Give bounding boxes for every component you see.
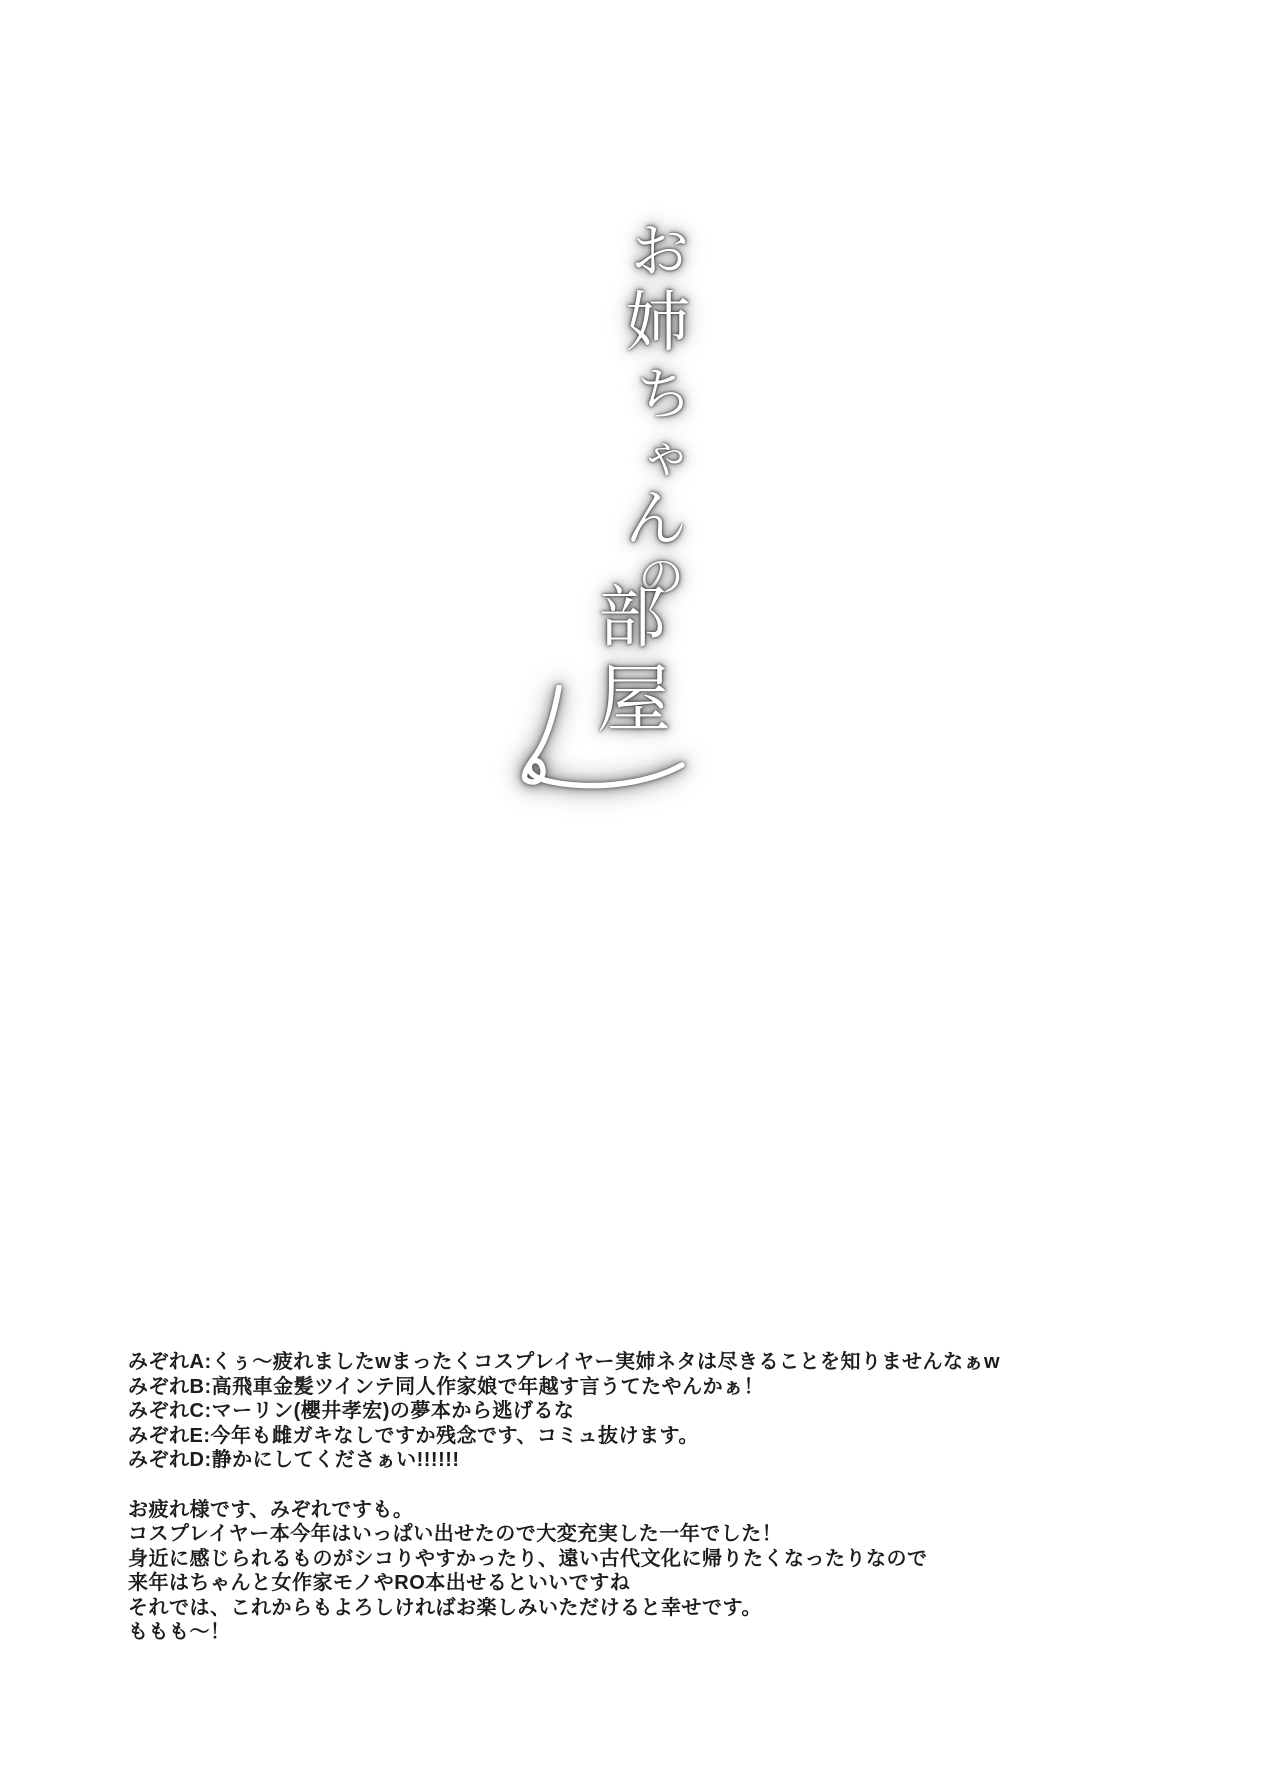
afterword-text bbox=[128, 1350, 1158, 1645]
comment-line: みぞれA:くぅ〜疲れましたwまったくコスプレイヤー実姉ネタは尽きることを知りませんなぁw bbox=[128, 1351, 1001, 1373]
title-char: 姉 bbox=[625, 284, 691, 361]
comment-line: みぞれE:今年も雌ガキなしですか残念です、コミュ抜けます。 bbox=[128, 1424, 699, 1447]
title-char: の bbox=[638, 550, 684, 604]
mizore-comments bbox=[128, 1350, 1158, 1473]
title-char: 部 bbox=[597, 579, 666, 658]
comment-line: みぞれC:マーリン(櫻井孝宏)の夢本から逃げるな bbox=[128, 1400, 575, 1422]
message-line: それでは、これからもよろしければお楽しみいただけると幸せです。 bbox=[128, 1596, 762, 1619]
page-title-column-upper bbox=[600, 217, 710, 604]
title-char: ゃ bbox=[641, 426, 691, 484]
title-char: お bbox=[630, 217, 689, 285]
calligraphic-swash-icon bbox=[518, 685, 703, 793]
message-line: 身近に感じられるものがシコりやすかったり、遠い古代文化に帰りたくなったりなので bbox=[128, 1547, 928, 1570]
message-line: 来年はちゃんと女作家モノやRO本出せるといいですね bbox=[128, 1572, 631, 1594]
message-line: コスプレイヤー本今年はいっぱい出せたので大変充実した一年でした！ bbox=[128, 1523, 783, 1545]
author-message bbox=[128, 1498, 1158, 1645]
comment-line: みぞれD:静かにしてくださぁい!!!!!! bbox=[128, 1449, 460, 1471]
message-line: ももも〜！ bbox=[128, 1621, 231, 1643]
title-char: ち bbox=[636, 363, 692, 428]
title-char: ん bbox=[624, 482, 687, 555]
comment-line: みぞれB:高飛車金髪ツインテ同人作家娘で年越す言うてたやんかぁ！ bbox=[128, 1375, 765, 1398]
title-char: 屋 bbox=[597, 657, 671, 743]
message-line: お疲れ様です、みぞれですも。 bbox=[128, 1498, 414, 1521]
